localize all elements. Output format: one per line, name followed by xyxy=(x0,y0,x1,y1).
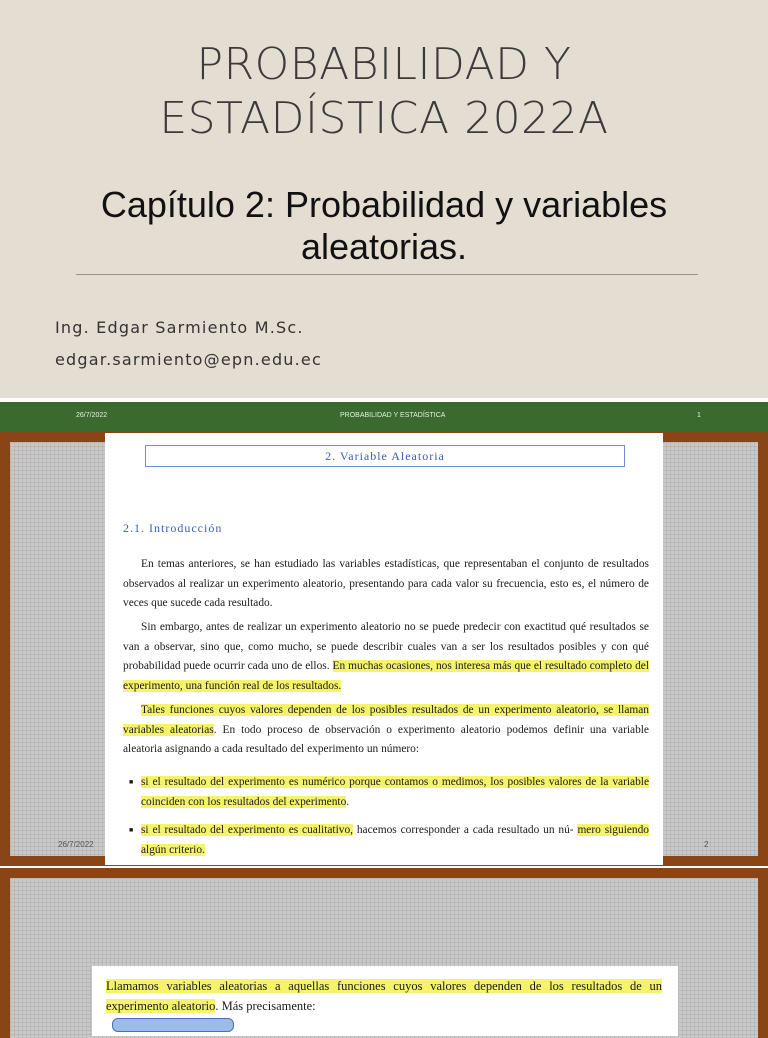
paragraph-3-highlight: Tales funciones cuyos valores dependen de los posibles resultados de un experimento aleatorio, se llaman variables aleatorias xyxy=(123,704,649,736)
footer-date: 26/7/2022 xyxy=(76,412,108,419)
slide-subtitle-line2: aleatorias. xyxy=(300,226,468,267)
paragraph-2 xyxy=(123,618,649,696)
paragraph-2-text: Sin embargo, antes de realizar un experimento aleatorio no se puede predecir con exactitud qué resultados se van a observar, sino que, como mucho, se puede describir cuales van a ser los resultados posibles y con qué probabilidad puede ocurrir cada uno de ellos. xyxy=(123,621,649,672)
bullet-qualitative-text: hacemos corresponder a cada resultado un nú- xyxy=(353,824,574,836)
section-heading: 2.1. Introducción xyxy=(123,521,223,535)
divider xyxy=(76,274,698,275)
bullet-qualitative-highlight-2: mero siguiendo algún criterio. xyxy=(141,824,649,856)
definition-box xyxy=(112,1018,234,1032)
bullet-numeric-end: . xyxy=(346,795,350,808)
document-excerpt xyxy=(105,433,663,865)
slide-subtitle xyxy=(0,184,768,268)
slide2-footer-page-number: 2 xyxy=(704,840,709,849)
author-name: Ing. Edgar Sarmiento M.Sc. xyxy=(55,318,304,337)
slide2-footer-date: 26/7/2022 xyxy=(58,840,94,849)
slide1-footer xyxy=(0,402,768,432)
footer-page-number: 1 xyxy=(697,412,701,419)
bullet-numeric-highlight: si el resultado del experimento es numérico porque contamos o medimos, los posibles valores de la variable coinciden con los resultados del experimento xyxy=(141,776,649,808)
slide-title-line2: ESTADÍSTICA 2022A xyxy=(159,93,609,144)
author-email: edgar.sarmiento@epn.edu.ec xyxy=(55,350,322,369)
bullet-qualitative-highlight: si el resultado del experimento es cualitativo, xyxy=(141,824,353,836)
paragraph-3-text: . En todo proceso de observación o experimento aleatorio podemos definir una variable aleatoria asignando a cada resultado del experimento un número: xyxy=(123,723,649,755)
document-excerpt-3 xyxy=(92,966,678,1036)
slide-subtitle-line1: Capítulo 2: Probabilidad y variables xyxy=(100,184,668,225)
slide-title xyxy=(0,38,768,146)
paragraph-3 xyxy=(123,701,649,760)
footer-center: PROBABILIDAD Y ESTADÍSTICA xyxy=(340,412,446,419)
slide3-highlight: Llamamos variables aleatorias a aquellas funciones cuyos valores dependen de los resultados de un experimento aleatorio xyxy=(106,979,662,1013)
paragraph-2-highlight: En muchas ocasiones, nos interesa más que el resultado completo del experimento, una función real de los resultados. xyxy=(123,660,649,692)
bullet-numeric xyxy=(141,773,649,812)
slide3-paragraph xyxy=(106,976,662,1016)
paragraph-1: En temas anteriores, se han estudiado las variables estadísticas, que representaban el conjunto de resultados observados al realizar un experimento aleatorio, presentando para cada valor su frecuencia, esto es, el número de veces que sucede cada resultado. xyxy=(123,558,649,609)
doc-title: 2. Variable Aleatoria xyxy=(145,445,625,467)
slide-title-line1: PROBABILIDAD Y xyxy=(196,39,572,90)
title-slide xyxy=(0,0,768,398)
bullet-qualitative xyxy=(141,821,649,860)
slide3-text: . Más precisamente: xyxy=(215,999,316,1013)
